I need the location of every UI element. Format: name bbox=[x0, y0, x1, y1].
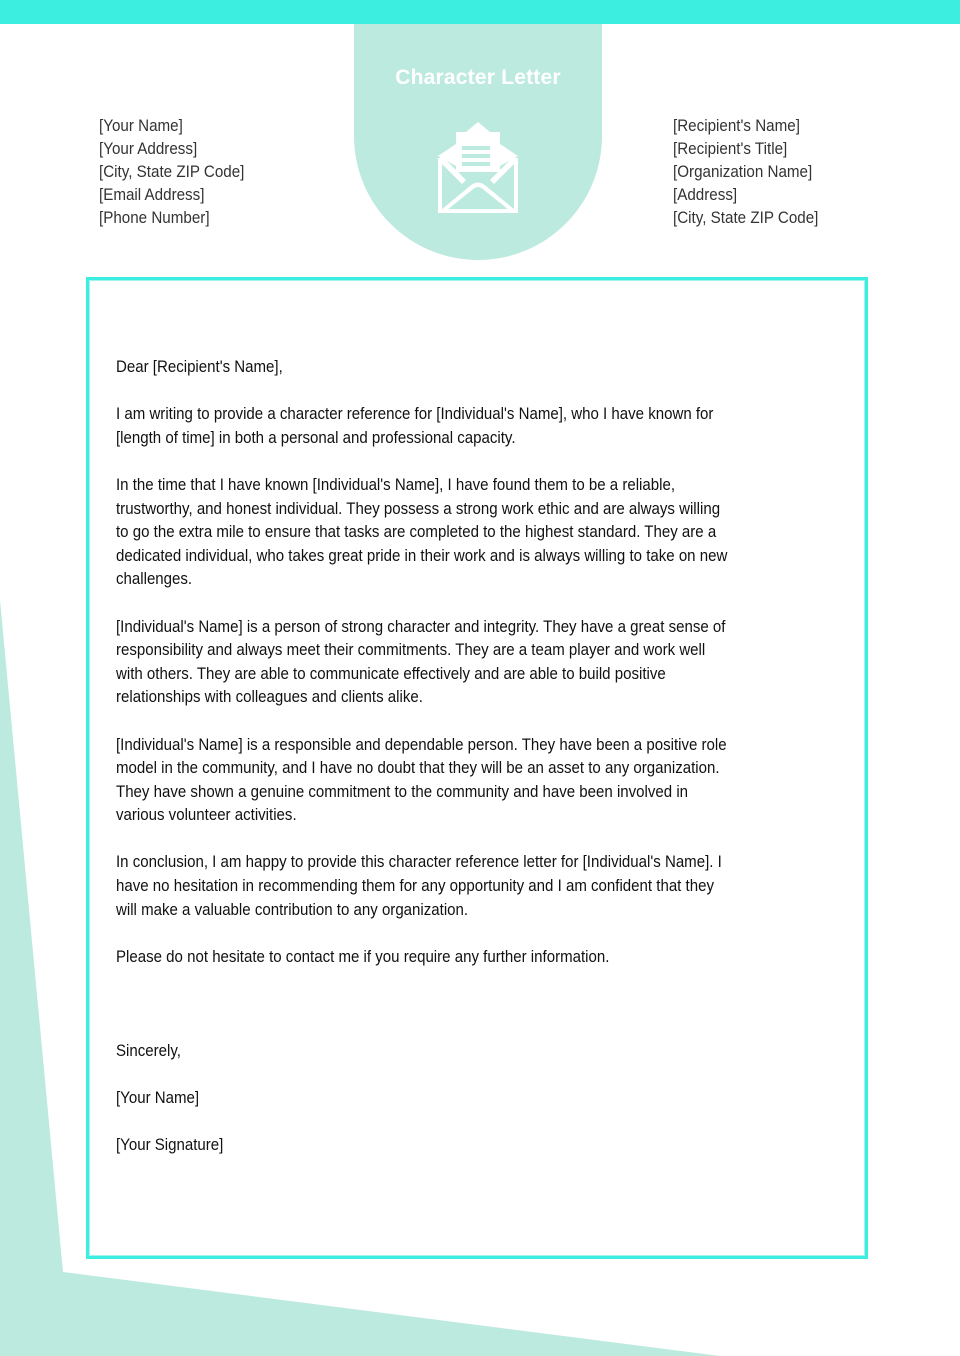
paragraph-intro: I am writing to provide a character reference for [Individual's Name], who I have known for [length of time] in both a personal and professional capacity. bbox=[116, 404, 714, 447]
sender-name: [Your Name] bbox=[99, 117, 183, 135]
closing: Sincerely, bbox=[116, 1041, 181, 1061]
recipient-organization: [Organization Name] bbox=[673, 163, 813, 181]
paragraph-community: [Individual's Name] is a responsible and dependable person. They have been a positive role model in the community, and I have no doubt that they will be an asset to any organization. They have shown a genuine commitment to the community and have been involved in various volunteer activities. bbox=[116, 734, 727, 825]
paragraph-contact: Please do not hesitate to contact me if you require any further information. bbox=[116, 946, 610, 966]
letter-body bbox=[116, 355, 856, 1181]
paragraph-conclusion: In conclusion, I am happy to provide this character reference letter for [Individual's Name]. I have no hesitation in recommending them for any opportunity and I am confident that they will make a valuable contribution to any organization. bbox=[116, 852, 722, 919]
document-title: Character Letter bbox=[395, 66, 561, 89]
signer-name: [Your Name] bbox=[116, 1088, 200, 1108]
sender-address: [Your Address] bbox=[99, 140, 198, 158]
sender-city-state-zip: [City, State ZIP Code] bbox=[99, 163, 245, 181]
recipient-address: [Address] bbox=[673, 186, 738, 204]
salutation: Dear [Recipient's Name], bbox=[116, 357, 283, 376]
paragraph-qualities: In the time that I have known [Individual's Name], I have found them to be a reliable, trustworthy, and honest individual. They possess a strong work ethic and are always willing to go the extra mile to ensure that tasks are completed to the highest standard. They are a dedicated individual, who takes great pride in their work and is always willing to take on new challenges. bbox=[116, 474, 728, 589]
recipient-title: [Recipient's Title] bbox=[673, 140, 788, 158]
sender-address-block bbox=[99, 115, 257, 230]
open-envelope-letter-icon bbox=[436, 122, 520, 214]
signature-placeholder: [Your Signature] bbox=[116, 1135, 224, 1155]
recipient-city-state-zip: [City, State ZIP Code] bbox=[673, 209, 819, 227]
recipient-address-block bbox=[673, 115, 831, 230]
recipient-name: [Recipient's Name] bbox=[673, 117, 800, 135]
paragraph-character: [Individual's Name] is a person of strong character and integrity. They have a great sense of responsibility and always meet their commitments. They are a team player and work well with others. They are able to communicate effectively and are able to build positive relationships with colleagues and clients alike. bbox=[116, 616, 726, 707]
sender-phone: [Phone Number] bbox=[99, 209, 210, 227]
sender-email: [Email Address] bbox=[99, 186, 205, 204]
